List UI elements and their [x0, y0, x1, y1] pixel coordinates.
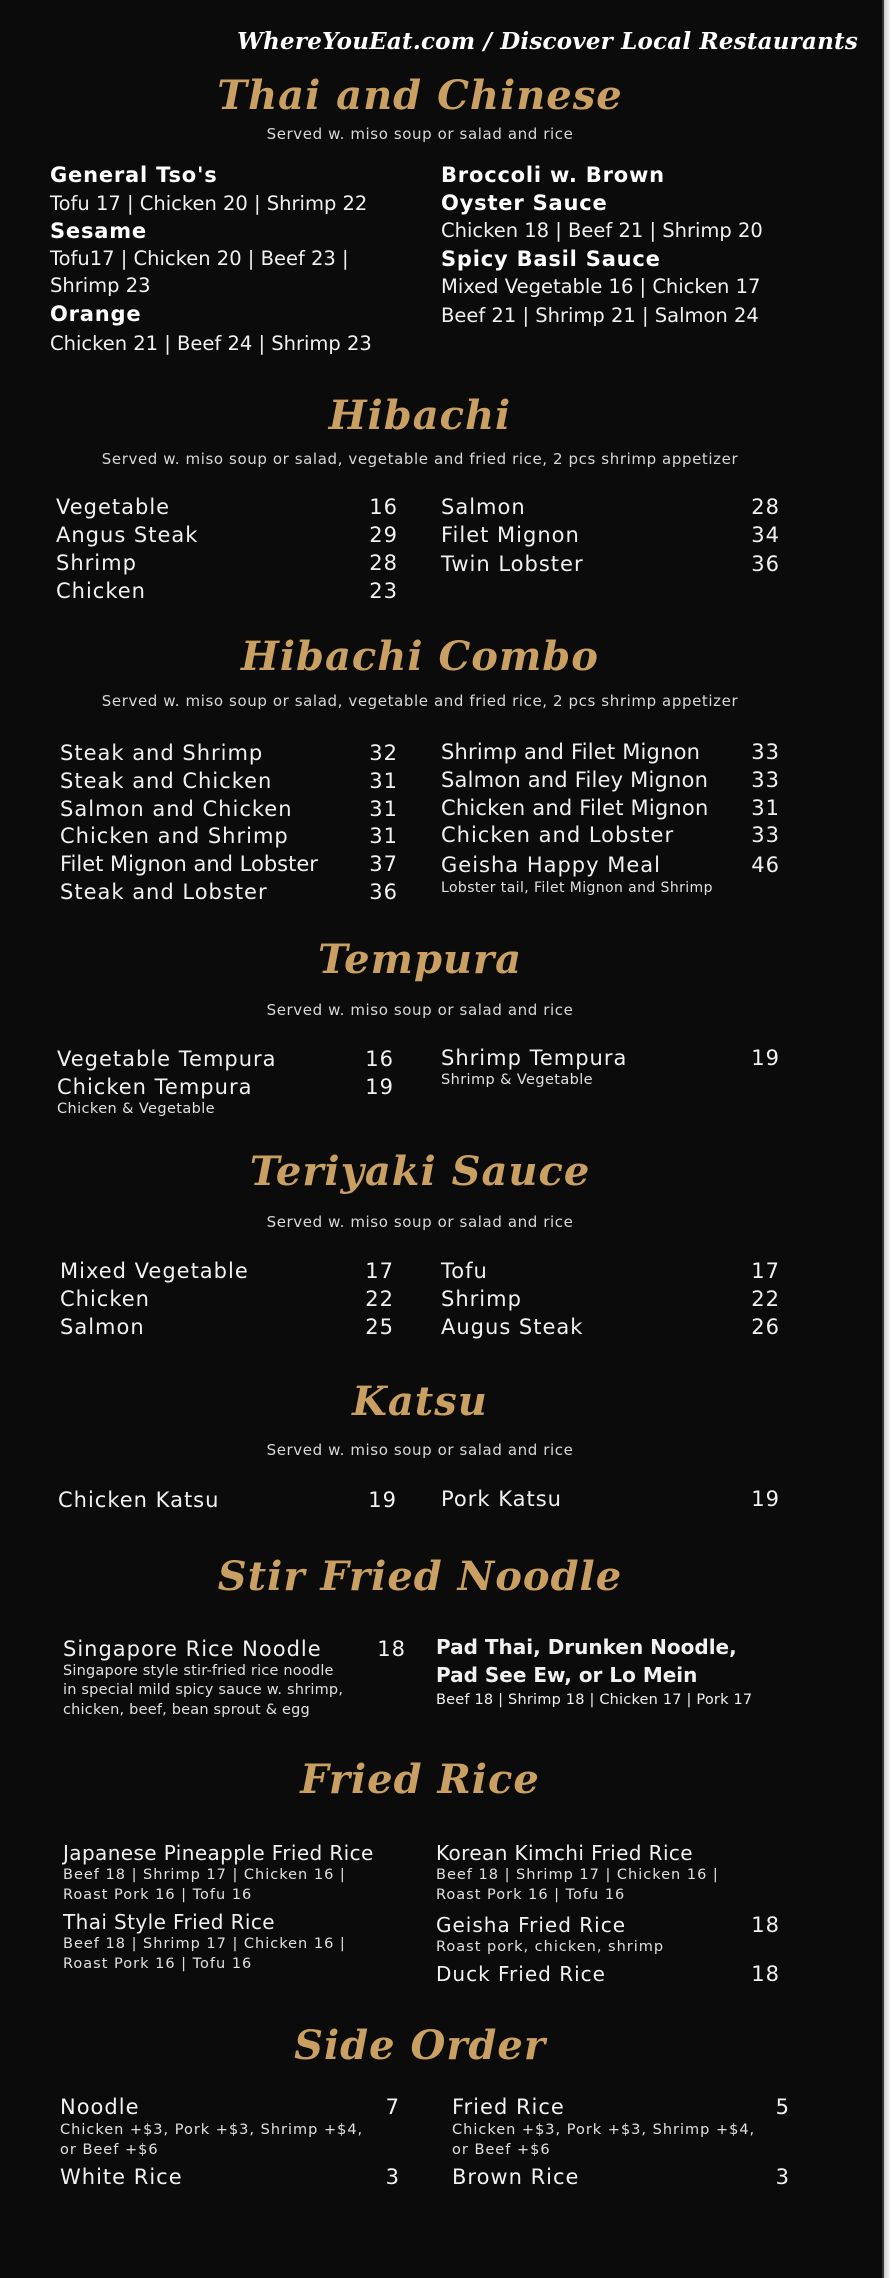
item-name: Chicken Tempura [57, 1075, 253, 1099]
item-price: 17 [365, 1259, 394, 1283]
item-name: Tofu [441, 1259, 488, 1283]
item-price: 33 [751, 823, 780, 847]
sesame-prices-1: Tofu17 | Chicken 20 | Beef 23 | [50, 247, 349, 270]
item-name: Steak and Chicken [60, 769, 273, 793]
item-name: Salmon [60, 1315, 145, 1339]
item-description: Singapore style stir-fried rice noodle [63, 1663, 334, 1679]
spicy-basil-prices-1: Mixed Vegetable 16 | Chicken 17 [441, 275, 761, 298]
item-name: Shrimp [56, 551, 137, 575]
item-price: 34 [751, 523, 780, 547]
item-price: 19 [751, 1487, 780, 1511]
section-title-side-order: Side Order [294, 2022, 546, 2069]
section-subtitle-tempura: Served w. miso soup or salad and rice [266, 1001, 574, 1019]
section-title-hibachi-combo: Hibachi Combo [241, 633, 599, 680]
section-title-hibachi: Hibachi [328, 392, 512, 439]
item-name: Augus Steak [441, 1315, 584, 1339]
item-name: Twin Lobster [441, 552, 584, 576]
spicy-basil-name: Spicy Basil Sauce [441, 247, 661, 271]
item-price: 46 [751, 853, 780, 877]
item-price: 18 [751, 1913, 780, 1937]
item-name: Chicken and Filet Mignon [441, 796, 709, 820]
item-price: 36 [751, 552, 780, 576]
item-price: 22 [365, 1287, 394, 1311]
item-price: 25 [365, 1315, 394, 1339]
item-price: 32 [369, 741, 398, 765]
pad-thai-prices: Beef 18 | Shrimp 18 | Chicken 17 | Pork 17 [436, 1692, 753, 1708]
item-description: in special mild spicy sauce w. shrimp, [63, 1682, 344, 1698]
item-name: Filet Mignon and Lobster [60, 852, 318, 876]
item-name: Thai Style Fried Rice [63, 1910, 275, 1934]
orange-prices: Chicken 21 | Beef 24 | Shrimp 23 [50, 332, 372, 355]
item-price: 16 [365, 1047, 394, 1071]
item-price: 31 [369, 769, 398, 793]
item-price: 16 [369, 495, 398, 519]
section-title-teriyaki: Teriyaki Sauce [249, 1148, 591, 1195]
item-price: 3 [775, 2165, 790, 2189]
item-name: Geisha Fried Rice [436, 1913, 627, 1937]
section-subtitle-hibachi-combo: Served w. miso soup or salad, vegetable and fried rice, 2 pcs shrimp appetizer [101, 692, 739, 710]
section-subtitle-teriyaki: Served w. miso soup or salad and rice [266, 1213, 574, 1231]
broccoli-prices: Chicken 18 | Beef 21 | Shrimp 20 [441, 219, 763, 242]
spicy-basil-prices-2: Beef 21 | Shrimp 21 | Salmon 24 [441, 304, 759, 327]
item-name: Vegetable [56, 495, 171, 519]
item-price: 31 [751, 796, 780, 820]
section-subtitle-katsu: Served w. miso soup or salad and rice [266, 1441, 574, 1459]
item-name: Geisha Happy Meal [441, 853, 661, 877]
item-description: Beef 18 | Shrimp 17 | Chicken 16 | [63, 1936, 346, 1952]
item-name: Salmon and Filey Mignon [441, 768, 709, 792]
item-price: 22 [751, 1287, 780, 1311]
item-price: 31 [369, 797, 398, 821]
item-description: or Beef +$6 [452, 2142, 551, 2158]
item-name: White Rice [60, 2165, 183, 2189]
item-price: 5 [775, 2095, 790, 2119]
item-description: or Beef +$6 [60, 2142, 159, 2158]
broccoli-name-2: Oyster Sauce [441, 191, 608, 215]
item-name: Mixed Vegetable [60, 1259, 249, 1283]
orange-name: Orange [50, 302, 142, 326]
section-title-stir-fried-noodle: Stir Fried Noodle [217, 1553, 623, 1600]
item-name: Vegetable Tempura [57, 1047, 277, 1071]
item-name: Angus Steak [56, 523, 199, 547]
item-price: 19 [365, 1075, 394, 1099]
item-description: Roast Pork 16 | Tofu 16 [63, 1956, 253, 1972]
item-name: Shrimp [441, 1287, 522, 1311]
pad-thai-name-2: Pad See Ew, or Lo Mein [436, 1663, 698, 1687]
item-description: chicken, beef, bean sprout & egg [63, 1702, 310, 1718]
item-description: Beef 18 | Shrimp 17 | Chicken 16 | [436, 1867, 719, 1883]
general-tso-prices: Tofu 17 | Chicken 20 | Shrimp 22 [50, 192, 368, 215]
item-name: Filet Mignon [441, 523, 580, 547]
item-name: Singapore Rice Noodle [63, 1637, 322, 1661]
item-price: 26 [751, 1315, 780, 1339]
item-price: 19 [751, 1046, 780, 1070]
item-price: 28 [369, 551, 398, 575]
item-price: 28 [751, 495, 780, 519]
broccoli-name-1: Broccoli w. Brown [441, 163, 665, 187]
item-description: Roast Pork 16 | Tofu 16 [63, 1887, 253, 1903]
item-description: Chicken +$3, Pork +$3, Shrimp +$4, [60, 2122, 364, 2138]
item-name: Chicken [60, 1287, 150, 1311]
page-edge [884, 0, 891, 2278]
item-name: Shrimp Tempura [441, 1046, 628, 1070]
general-tso-name: General Tso's [50, 163, 218, 187]
item-name: Chicken [56, 579, 146, 603]
item-name: Steak and Shrimp [60, 741, 264, 765]
item-name: Shrimp and Filet Mignon [441, 740, 701, 764]
item-description: Lobster tail, Filet Mignon and Shrimp [441, 880, 713, 896]
item-price: 18 [377, 1637, 406, 1661]
item-description: Roast pork, chicken, shrimp [436, 1939, 665, 1955]
item-price: 33 [751, 768, 780, 792]
item-description: Roast Pork 16 | Tofu 16 [436, 1887, 626, 1903]
item-name: Duck Fried Rice [436, 1962, 606, 1986]
item-name: Noodle [60, 2095, 140, 2119]
item-price: 31 [369, 824, 398, 848]
item-price: 37 [369, 852, 398, 876]
sesame-name: Sesame [50, 219, 147, 243]
item-price: 18 [751, 1962, 780, 1986]
item-name: Chicken and Lobster [441, 823, 675, 847]
item-name: Pork Katsu [441, 1487, 562, 1511]
item-description: Beef 18 | Shrimp 17 | Chicken 16 | [63, 1867, 346, 1883]
item-name: Brown Rice [452, 2165, 580, 2189]
item-price: 7 [385, 2095, 400, 2119]
item-description: Chicken +$3, Pork +$3, Shrimp +$4, [452, 2122, 756, 2138]
item-name: Korean Kimchi Fried Rice [436, 1841, 694, 1865]
item-name: Salmon and Chicken [60, 797, 293, 821]
item-price: 36 [369, 880, 398, 904]
item-price: 3 [385, 2165, 400, 2189]
section-subtitle-thai-chinese: Served w. miso soup or salad and rice [266, 125, 574, 143]
section-title-katsu: Katsu [352, 1378, 488, 1425]
item-name: Chicken and Shrimp [60, 824, 289, 848]
section-title-tempura: Tempura [318, 936, 522, 983]
item-name: Chicken Katsu [58, 1488, 220, 1512]
item-name: Fried Rice [452, 2095, 565, 2119]
sesame-prices-2: Shrimp 23 [50, 274, 151, 297]
section-subtitle-hibachi: Served w. miso soup or salad, vegetable and fried rice, 2 pcs shrimp appetizer [101, 450, 739, 468]
item-name: Salmon [441, 495, 526, 519]
section-title-thai-chinese: Thai and Chinese [217, 72, 623, 119]
item-price: 29 [369, 523, 398, 547]
item-price: 33 [751, 740, 780, 764]
item-price: 23 [369, 579, 398, 603]
item-price: 19 [368, 1488, 397, 1512]
watermark: WhereYouEat.com / Discover Local Restaurants [237, 28, 858, 55]
item-price: 17 [751, 1259, 780, 1283]
item-description: Shrimp & Vegetable [441, 1072, 594, 1088]
item-name: Japanese Pineapple Fried Rice [63, 1841, 374, 1865]
item-description: Chicken & Vegetable [57, 1101, 215, 1117]
section-title-fried-rice: Fried Rice [300, 1756, 540, 1803]
pad-thai-name-1: Pad Thai, Drunken Noodle, [436, 1635, 737, 1659]
item-name: Steak and Lobster [60, 880, 268, 904]
